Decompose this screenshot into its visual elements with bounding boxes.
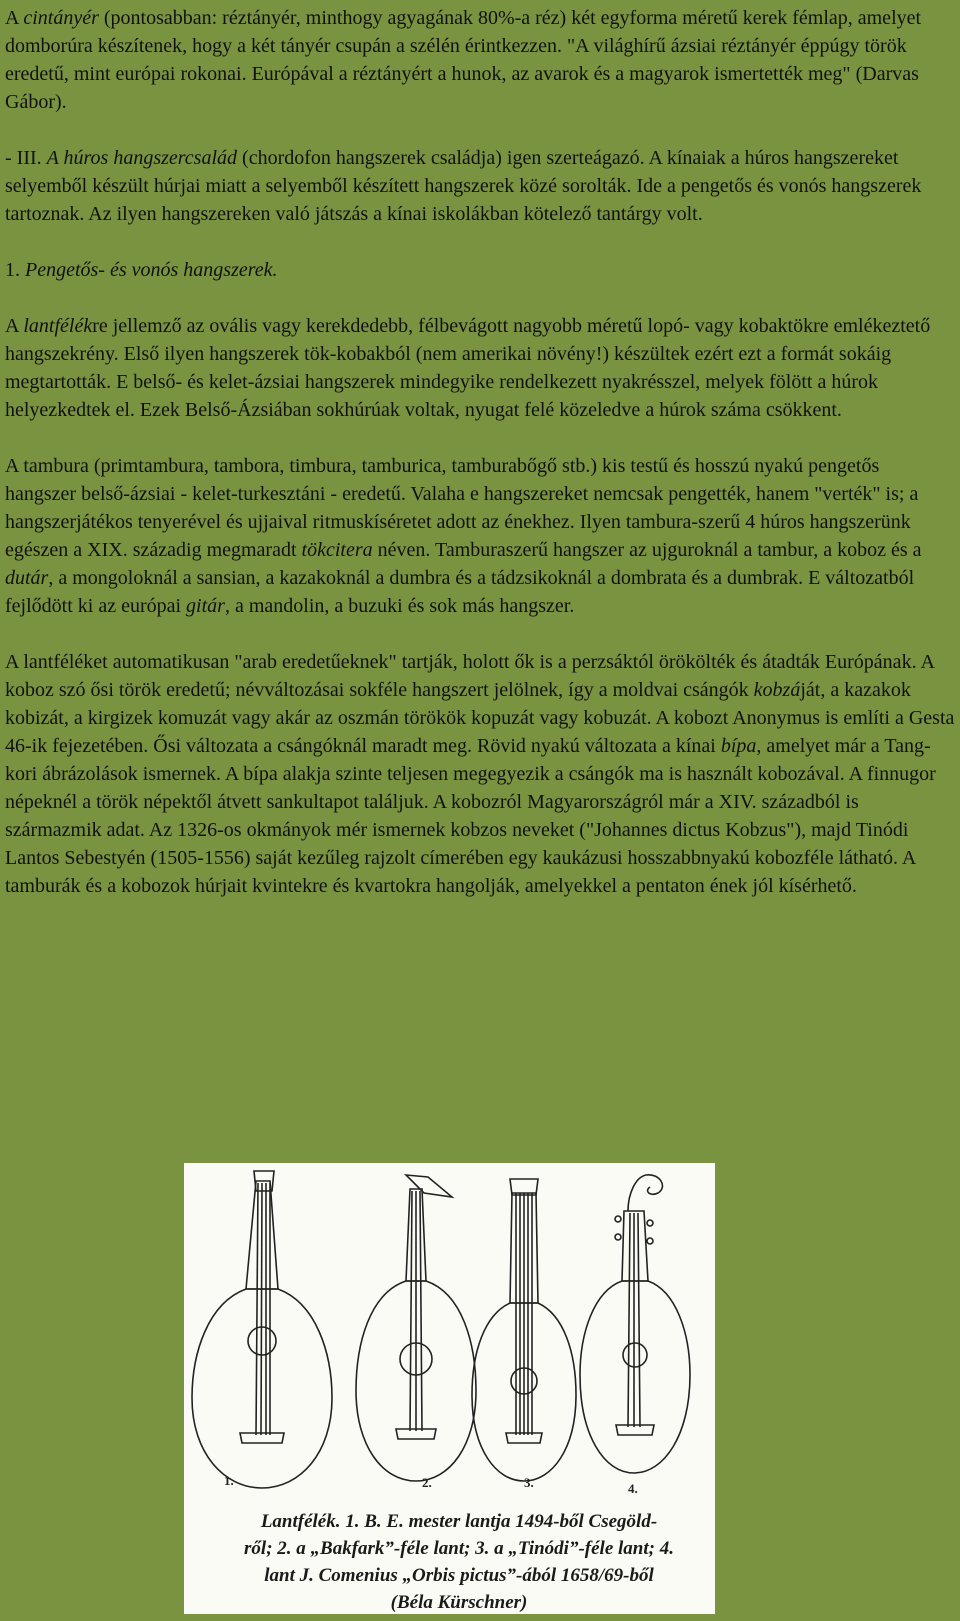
figure-number-1: 1. bbox=[224, 1473, 234, 1488]
term-italic: gitár bbox=[186, 595, 225, 617]
caption-credit: (Béla Kürschner) bbox=[390, 1592, 528, 1613]
heading-number: 1. bbox=[5, 259, 25, 281]
lute-1-drawing bbox=[192, 1171, 332, 1488]
lute-illustration-figure bbox=[184, 1163, 715, 1614]
caption-line: ről; 2. a „Bakfark”-féle lant; 3. a „Tinódi”-féle lant; 4. bbox=[244, 1538, 674, 1559]
paragraph-koboz bbox=[5, 648, 955, 900]
caption-line: lant J. Comenius „Orbis pictus”-ából 1658/69-ből bbox=[264, 1565, 654, 1586]
text: A tambura (primtambura, tambora, timbura, tamburica, tamburabőgő stb.) kis testű és hosszú nyakú pengetős hangszer belső-ázsiai - kelet-turkesztáni - eredetű. Valaha e hangszereket nemcsak pengették, hanem "verték" is; a hangszerjátékos tenyerével és ujjaival ritmuskíséretet adott az énekhez. Ilyen tambura-szerű 4 húros hangszerünk egészen a XIX. századig megmaradt bbox=[5, 455, 919, 561]
term-italic: lantfélék bbox=[23, 315, 93, 337]
paragraph-cintanyer bbox=[5, 4, 955, 116]
text: A bbox=[5, 7, 24, 29]
text: néven. Tamburaszerű hangszer az ujguroknál a tambur, a koboz és a bbox=[372, 539, 922, 561]
figure-number-4: 4. bbox=[628, 1481, 638, 1496]
text: - III. bbox=[5, 147, 47, 169]
section-heading bbox=[5, 256, 955, 284]
lute-3-drawing bbox=[472, 1179, 576, 1481]
heading-title: Pengetős- és vonós hangszerek. bbox=[25, 259, 278, 281]
paragraph-huros-hangszercsalad bbox=[5, 144, 955, 228]
lute-4-drawing bbox=[580, 1175, 690, 1473]
term-italic: dutár bbox=[5, 567, 49, 589]
figure-number-3: 3. bbox=[524, 1475, 534, 1490]
lute-2-drawing bbox=[356, 1175, 476, 1481]
figure-number-2: 2. bbox=[422, 1475, 432, 1490]
paragraph-lantfelek bbox=[5, 312, 955, 424]
text: ját, a kazakok kobizát, a kirgizek komuzát vagy akár az oszmán törökök kopuzát vagy kobuzát. A kobozt Anonymus is említi a Gesta 46-ik fejezetében. Ősi változata a csángóknál maradt meg. Rövid nyakú változata a kínai bbox=[5, 679, 955, 757]
term-italic: kobzá bbox=[753, 679, 801, 701]
paragraph-tambura bbox=[5, 452, 955, 620]
text: , amelyet már a Tang-kori ábrázolások ismernek. A bípa alakja szinte teljesen megegyezik a csángók ma is használt kobozával. A finnugor népeknél a török népektől átvett sankultapot találjuk. A kobozról Magyarországról már a XIV. századból is származmik adat. Az 1326-os okmányok mér ismernek kobzos neveket ("Johannes dictus Kobzus"), majd Tinódi Lantos Sebestyén (1505-1556) saját kezűleg rajzolt címerében egy kaukázusi hosszabbnyakú kobozféle látható. A tamburák és a kobozok húrjait kvintekre és kvartokra hangolják, amelyekkel a pentaton ének jól kísérhető. bbox=[5, 735, 936, 897]
text: (chordofon hangszerek családja) igen szerteágazó. A kínaiak a húros hangszereket selyemből készült húrjai miatt a selyemből készített hangszerek közé sorolták. Ide a pengetős és vonós hangszerek tartoznak. Az ilyen hangszereken való játszás a kínai iskolákban kötelező tantárgy volt. bbox=[5, 147, 922, 225]
text: A bbox=[5, 315, 24, 337]
figure-caption bbox=[224, 1508, 694, 1616]
text: , a mandolin, a buzuki és sok más hangszer. bbox=[224, 595, 575, 617]
text: re jellemző az ovális vagy kerekdedebb, félbevágott nagyobb méretű lopó- vagy kobaktökre emlékeztető hangszekrény. Első ilyen hangszerek tök-kobakból (nem amerikai növény!) készültek ezért ezt a formát sokáig megtartották. E belső- és kelet-ázsiai hangszerek mindegyike rendelkezett nyakrésszel, melyek fölött a húrok helyezkedtek el. Ezek Belső-Ázsiában sokhúrúak voltak, nyugat felé közeledve a húrok száma csökkent. bbox=[5, 315, 931, 421]
caption-line: Lantfélék. 1. B. E. mester lantja 1494-ből Csegöld- bbox=[260, 1511, 658, 1532]
text: A lantféléket automatikusan "arab eredetűeknek" tartják, holott ők is a perzsáktól örökölték és átadták Európának. A koboz szó ősi török eredetű; névváltozásai sokféle hangszert jelölnek, így a moldvai csángók bbox=[5, 651, 934, 701]
text: (pontosabban: réztányér, minthogy agyagának 80%-a réz) két egyforma méretű kerek fémlap, amelyet domborúra készítenek, hogy a két tányér csupán a szélén érintkezzen. "A világhírű ázsiai réztányér éppúgy török eredetű, mint európai rokonai. Európával a réztányért a hunok, az avarok és a magyarok ismertették meg" (Darvas Gábor). bbox=[5, 7, 922, 113]
term-italic: A húros hangszercsalád bbox=[46, 147, 238, 169]
term-italic: cintányér bbox=[23, 7, 99, 29]
text: , a mongoloknál a sansian, a kazakoknál a dumbra és a tádzsikoknál a dombrata és a dumbrak. E változatból fejlődött ki az európai bbox=[5, 567, 915, 617]
term-italic: tökcitera bbox=[301, 539, 373, 561]
term-italic: bípa bbox=[720, 735, 757, 757]
